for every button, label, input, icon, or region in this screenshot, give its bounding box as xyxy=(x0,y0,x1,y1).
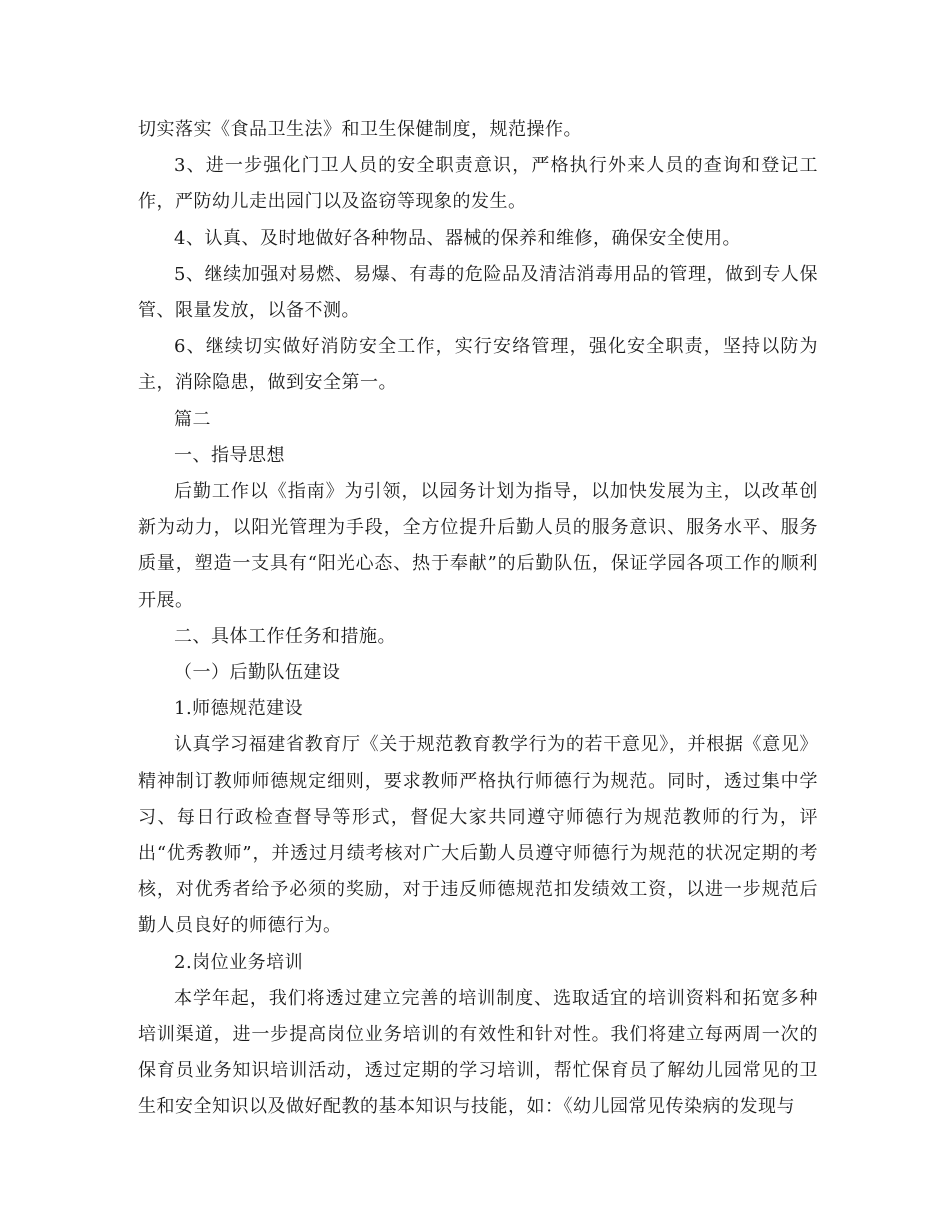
paragraph-guiding-ideology: 后勤工作以《指南》为引领，以园务计划为指导，以加快发展为主，以改革创新为动力，以阳光管理为手段，全方位提升后勤人员的服务意识、服务水平、服务质量，塑造一支具有“阳光心态、热于奉献”的后勤队伍，保证学园各项工作的顺利开展。 xyxy=(138,481,818,611)
subsection-heading-team-building: （一）后勤队伍建设 xyxy=(174,662,341,684)
paragraph-item-6-fire-safety: 6、继续切实做好消防安全工作，实行安络管理，强化安全职责，坚持以防为主，消除隐患，做到安全第一。 xyxy=(138,336,818,394)
section-heading-tasks-measures: 二、具体工作任务和措施。 xyxy=(174,625,396,647)
paragraph-training: 本学年起，我们将透过建立完善的培训制度、选取适宜的培训资料和拓宽多种培训渠道，进一步提高岗位业务培训的有效性和针对性。我们将建立每两周一次的保育员业务知识培训活动，透过定期的学习培训，帮忙保育员了解幼儿园常见的卫生和安全知识以及做好配教的基本知识与技能，如：《幼儿园常见传染病的发现与 xyxy=(138,987,818,1118)
subsection-heading-training: 2.岗位业务培训 xyxy=(174,951,304,973)
document-body xyxy=(138,112,818,1126)
paragraph-item-4-maintenance: 4、认真、及时地做好各种物品、器械的保养和维修，确保安全使用。 xyxy=(174,227,741,249)
section-heading-guiding-ideology: 一、指导思想 xyxy=(174,444,285,466)
subsection-heading-ethics: 1.师德规范建设 xyxy=(174,698,304,720)
paragraph-food-hygiene: 切实落实《食品卫生法》和卫生保健制度，规范操作。 xyxy=(138,119,582,140)
section-heading-part-two: 篇二 xyxy=(174,408,211,430)
paragraph-item-3-gate-security: 3、进一步强化门卫人员的安全职责意识，严格执行外来人员的查询和登记工作，严防幼儿走出园门以及盗窃等现象的发生。 xyxy=(138,155,818,213)
paragraph-ethics: 认真学习福建省教育厅《关于规范教育教学行为的若干意见》，并根据《意见》精神制订教师师德规定细则，要求教师严格执行师德行为规范。同时，透过集中学习、每日行政检查督导等形式，督促大家共同遵守师德行为规范教师的行为，评出“优秀教师”，并透过月绩考核对广大后勤人员遵守师德行为规范的状况定期的考核，对优秀者给予必须的奖励，对于违反师德规范扣发绩效工资，以进一步规范后勤人员良好的师德行为。 xyxy=(138,734,818,937)
paragraph-item-5-hazardous-goods: 5、继续加强对易燃、易爆、有毒的危险品及清洁消毒用品的管理，做到专人保管、限量发放，以备不测。 xyxy=(138,263,818,322)
